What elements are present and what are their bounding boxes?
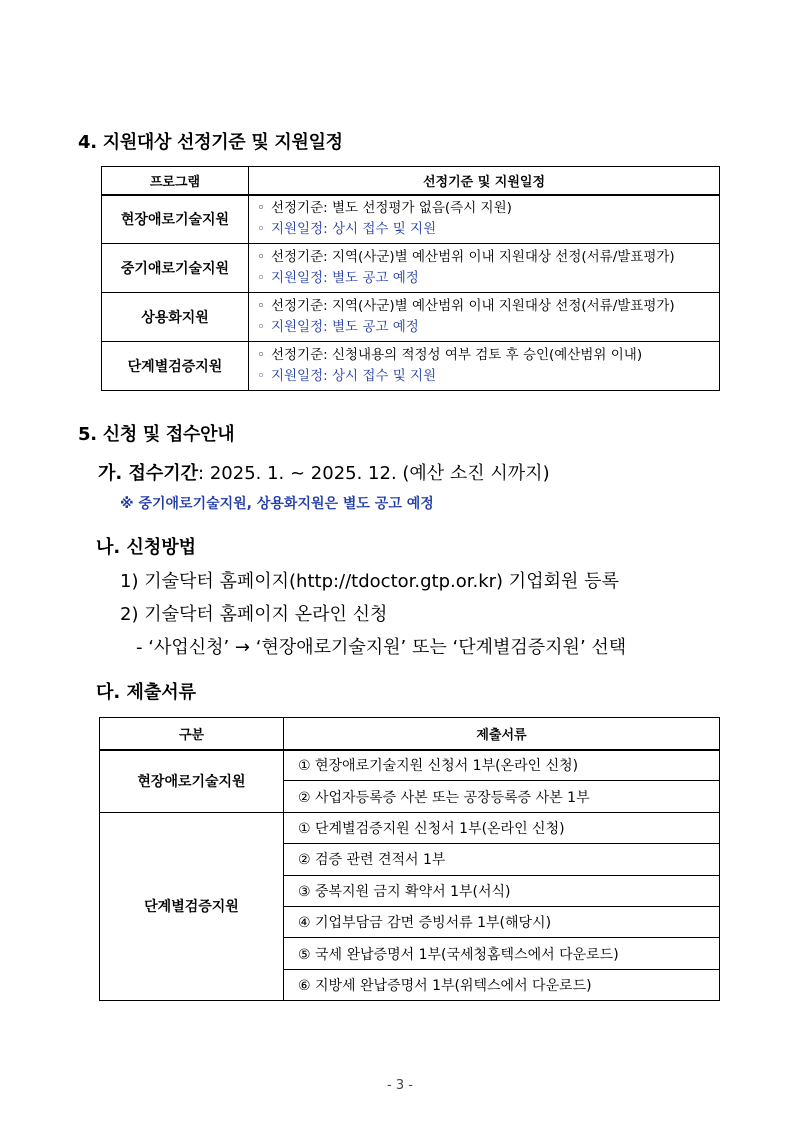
program-name: 단계별검증지원 [102, 342, 249, 391]
bullet-icon: ◦ [257, 221, 265, 238]
table-row [102, 293, 720, 342]
bullet-icon: ◦ [257, 298, 265, 314]
document-item: ① 현장애로기술지원 신청서 1부(온라인 신청) [284, 750, 720, 781]
page-number: - 3 - [387, 1078, 413, 1093]
bullet-icon: ◦ [257, 200, 265, 217]
section-5-title: 5. 신청 및 접수안내 [78, 424, 235, 445]
table-header-row [102, 167, 720, 195]
table-row [100, 750, 720, 781]
submission-docs-table [99, 717, 720, 1001]
criteria-text: 선정기준: 별도 선정평가 없음(즉시 지원) [270, 200, 512, 217]
schedule-text: 지원일정: 상시 접수 및 지원 [270, 221, 437, 238]
table-row [102, 342, 720, 391]
document-item: ② 사업자등록증 사본 또는 공장등록증 사본 1부 [284, 781, 720, 812]
criteria-text: 선정기준: 지역(사군)별 예산범위 이내 지원대상 선정(서류/발표평가) [270, 298, 675, 314]
bullet-icon: ◦ [257, 368, 265, 384]
submission-docs-label: 다. 제출서류 [96, 682, 197, 703]
criteria-text: 선정기준: 지역(사군)별 예산범위 이내 지원대상 선정(서류/발표평가) [270, 249, 675, 265]
schedule-text: 지원일정: 상시 접수 및 지원 [270, 368, 437, 384]
application-method-label: 나. 신청방법 [96, 537, 197, 558]
bullet-icon: ◦ [257, 270, 265, 286]
table-header-row [100, 718, 720, 750]
schedule-text: 지원일정: 별도 공고 예정 [270, 270, 419, 286]
bullet-icon: ◦ [257, 249, 265, 265]
document-item: ⑥ 지방세 완납증명서 1부(위텍스에서 다운로드) [284, 969, 720, 1000]
program-name: 상용화지원 [102, 293, 249, 342]
table-row [100, 812, 720, 843]
selection-criteria-table [101, 166, 720, 391]
section-4-title: 4. 지원대상 선정기준 및 지원일정 [78, 132, 343, 153]
table-row [102, 195, 720, 244]
header-category: 구분 [100, 718, 284, 750]
method-step-2-detail: - ‘사업신청’ → ‘현장애로기술지원’ 또는 ‘단계별검증지원’ 선택 [136, 637, 627, 658]
bullet-icon: ◦ [257, 319, 265, 335]
application-period-label: 가. 접수기간 [98, 463, 199, 484]
document-item: ⑤ 국세 완납증명서 1부(국세청홈텍스에서 다운로드) [284, 938, 720, 969]
notice-text: ※ 중기애로기술지원, 상용화지원은 별도 공고 예정 [120, 496, 434, 512]
document-item: ① 단계별검증지원 신청서 1부(온라인 신청) [284, 812, 720, 843]
table-row [102, 244, 720, 293]
bullet-icon: ◦ [257, 347, 265, 363]
method-step-2: 2) 기술닥터 홈페이지 온라인 신청 [120, 604, 388, 625]
application-period-value: : 2025. 1. ~ 2025. 12. (예산 소진 시까지) [198, 463, 550, 484]
program-name: 현장애로기술지원 [102, 195, 249, 244]
method-step-1: 1) 기술닥터 홈페이지(http://tdoctor.gtp.or.kr) 기업회원 등록 [120, 571, 619, 592]
document-item: ④ 기업부담금 감면 증빙서류 1부(해당시) [284, 906, 720, 937]
criteria-text: 선정기준: 신청내용의 적정성 여부 검토 후 승인(예산범위 이내) [270, 347, 643, 363]
document-item: ② 검증 관련 견적서 1부 [284, 844, 720, 875]
header-program: 프로그램 [102, 167, 249, 195]
program-name: 중기애로기술지원 [102, 244, 249, 293]
application-period [98, 459, 550, 485]
category-name: 단계별검증지원 [100, 812, 284, 1000]
header-documents: 제출서류 [284, 718, 720, 750]
category-name: 현장애로기술지원 [100, 750, 284, 813]
schedule-text: 지원일정: 별도 공고 예정 [270, 319, 419, 335]
header-criteria: 선정기준 및 지원일정 [249, 167, 720, 195]
document-item: ③ 중복지원 금지 확약서 1부(서식) [284, 875, 720, 906]
